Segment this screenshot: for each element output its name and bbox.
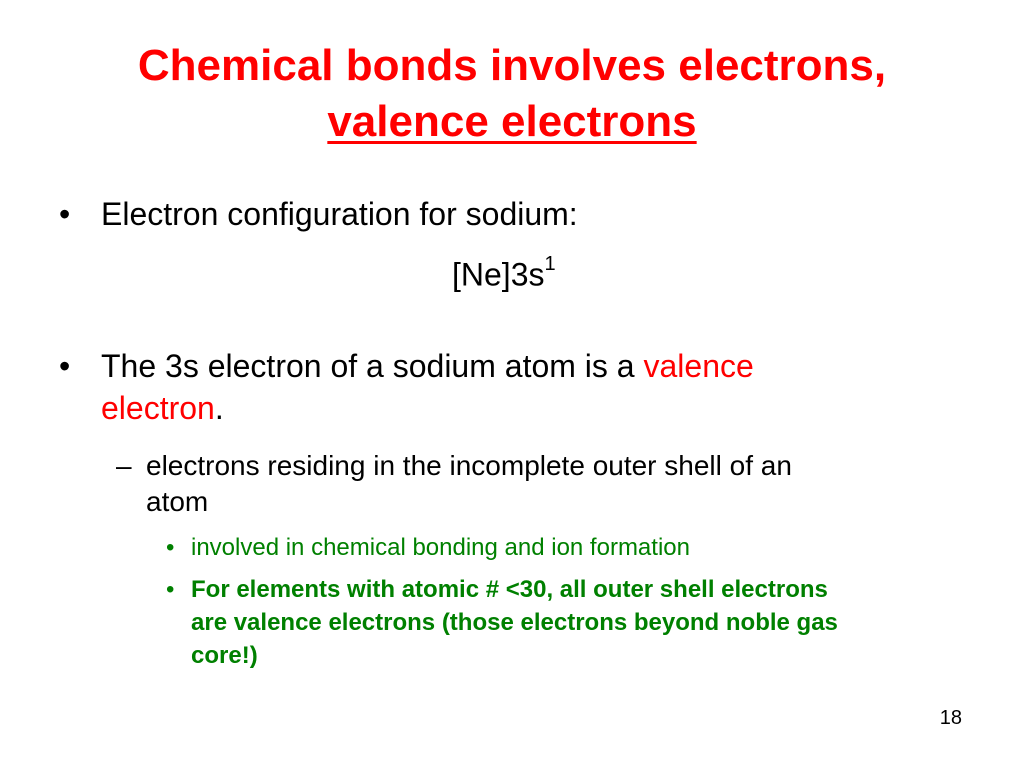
bullet-text-prefix: The 3s electron of a sodium atom is a: [101, 348, 644, 384]
slide-number: 18: [939, 707, 962, 729]
subsub-bullet-text: involved in chemical bonding and ion formation: [191, 534, 690, 561]
subsub-bullet-line-3: core!): [191, 642, 258, 669]
slide-title: [0, 38, 1024, 150]
bullet-electron-configuration: [59, 193, 578, 235]
subsub-bullet-bonding: [166, 531, 690, 564]
sub-bullet-text-block: [146, 448, 792, 520]
bullet-valence-electron: [59, 345, 754, 429]
sub-bullet-line-1: electrons residing in the incomplete outer shell of an: [146, 450, 792, 481]
bullet-text: Electron configuration for sodium:: [101, 196, 578, 232]
formula-superscript: 1: [544, 253, 556, 275]
valence-highlight: valence: [643, 348, 754, 384]
subsub-bullet-atomic-number: [166, 573, 838, 672]
bullet-text-line-2: [101, 387, 754, 429]
subsub-bullet-line-2: are valence electrons (those electrons beyond noble gas: [191, 609, 838, 636]
dash-marker: –: [116, 450, 132, 481]
bullet-marker: •: [59, 348, 71, 384]
bullet-text-block: [101, 345, 754, 429]
electron-highlight: electron: [101, 390, 215, 426]
title-line-1: Chemical bonds involves electrons,: [137, 41, 887, 90]
bullet-marker: •: [166, 534, 175, 561]
subsub-bullet-line-1: For elements with atomic # <30, all outer shell electrons: [191, 576, 828, 603]
bullet-text-suffix: .: [214, 390, 224, 426]
title-line-2-text: valence electrons: [327, 97, 697, 146]
title-line-2: [0, 94, 1024, 150]
bullet-text-line-1: [101, 345, 754, 387]
bullet-marker: •: [59, 196, 71, 232]
subsub-bullet-text-block: [191, 573, 838, 672]
formula-base: [Ne]3s: [452, 256, 545, 293]
bullet-marker: •: [166, 576, 175, 603]
sub-bullet-definition: [116, 448, 792, 520]
electron-configuration-formula: [452, 247, 556, 296]
sub-bullet-line-2: atom: [146, 486, 209, 517]
